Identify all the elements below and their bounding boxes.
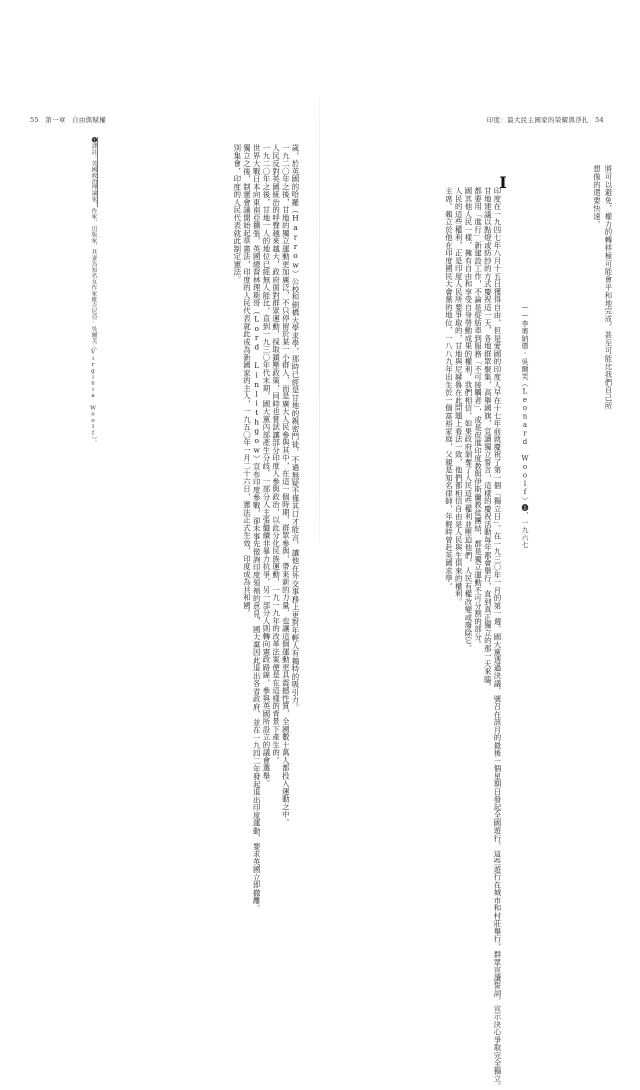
left-paragraph: 別集會，印度的人民代表就此制定憲法。 [232, 144, 242, 284]
right-paragraph: 主席。賴立於他在印度國民大會黨的地位，一八八九年出生於一個富裕家庭，父親是知名律師，年輕時曾赴英國求學。 [444, 187, 454, 591]
left-chapter-label: 第一章 [45, 116, 66, 124]
left-paragraph: 獨立之後，制憲會議開始起草憲法，印度的人民代表就此成為新國家的主人，一九五〇年一月二十六日，憲法正式生效，印度成為共和國。 [242, 144, 252, 618]
footnote [36, 137, 96, 537]
left-chapter-title: 自由與赋權 [72, 116, 107, 124]
left-paragraph: 世界大戰日本向東南亞擴張，英國總督林理斯哥（Lord Linlithgow）宣布印度參戰，卻未事先徵詢印度領袖的意見，國大黨因此退出各省政府，並在一九四二年發起退出印度運動，要求英國立即撤離。 [252, 144, 262, 913]
left-paragraph: 歲，於英國的哈羅（Harrow）公校和劍橋大學求學，那時已經是甘地的親密門徒，不過無疑不僅其口才能言，讓他在外交事務上更對年輕人有獨特的吸引力。 [291, 144, 300, 712]
epigraph-line: 將可以避免，權力的轉移極可能會平和地完成，甚至可能比我們自己所 [604, 165, 613, 410]
chapter-section-numeral: I [499, 173, 507, 192]
epigraph [518, 165, 614, 510]
right-paragraph: 甘地建議以點燈或紡紗的方式慶祝這一天，各地群眾聚集，高舉國旗，宣讀獨立誓言，這樣的慶祝活動每年都會舉行，直到真正獨立的那一天來臨。 [483, 187, 493, 692]
left-page [0, 0, 320, 913]
left-page-number: 55 [30, 116, 39, 124]
left-page-header [30, 115, 110, 124]
epigraph-line: 想像的還要快速。 [592, 165, 602, 229]
footnote-marker: ❶ [90, 137, 96, 143]
footnote-text: 英國政治理論家、作家、出版家，其妻為知名女作家維吉尼亞·吳爾芙（Virginia Woolf）。 [90, 160, 96, 446]
right-book-title: 印度：最大民主國家的榮耀與淨扎 [486, 116, 589, 124]
right-paragraph: 國其他人民一樣，擁有自由和享受自身勞動成果的權利，我們相信，如果政府剝奪了人民這些權利並壓迫他們，人民有權改變或廢除它。 [463, 187, 473, 653]
right-body-text [338, 180, 502, 1090]
left-paragraph: 一九二〇年之後，甘地的獨立運動更加廣泛，不只停留於某一小群人，而是廣大人民參與其中，在這一個時期，群眾參與，帶來新的力量，也讓這個運動更具震撼性質，全國數十萬人都投入運動之中。 [281, 144, 291, 827]
right-paragraph: 人民的這些權利，正是印度人民所要爭取的，甘地與尼赫魯在此問題上看法一致，他們都相信自由是人民與生俱來的權利。 [454, 187, 464, 606]
left-paragraph: 一九二〇年之後，甘地一人的地位已經無人能比，直到一九三〇年代末期，國大黨內部產生分歧，一部分人主張繼續非暴力抗爭，另一部分人則轉向憲政路線，參與英國所設立的議會選舉。 [261, 144, 271, 788]
right-page-number: 54 [595, 116, 604, 124]
footnote-rule [97, 137, 98, 207]
right-paragraph: 印度在一九四七年八月十五日獲得自由，但是愛國的印度人早在十七年前就慶祝了第一個「獨立日」。在一九三〇年一月的第一週，國大黨透過決議，號召在該月的最後一個星期日發起全國遊行，這些遊行在城市和村莊舉行，群眾宣讀誓詞，宣示決心爭取完全獨立。 [493, 187, 502, 1090]
right-page-header [487, 115, 608, 124]
right-paragraph: 都要用「進行」新建設工作，不論是從紡車到服務「不可接觸者」，或是促進印度教與伊斯蘭教徒團結，都是獨立運動不可分割的部分。 [473, 187, 483, 649]
footnote-label: 譯註： [90, 142, 96, 161]
epigraph-attribution: ——李奧納德·吳爾芙（Leonard Woolf）❶，一九六七 [521, 303, 529, 549]
left-paragraph: 人民反對英國統治的呼聲越來越大，政府面對群眾運動，採取鎮壓政策，同時也嘗試讓部分印度人參與政治，以此分化民族運動，一九一九年的改革法案便是在這樣的背景下產生的。 [271, 144, 281, 765]
